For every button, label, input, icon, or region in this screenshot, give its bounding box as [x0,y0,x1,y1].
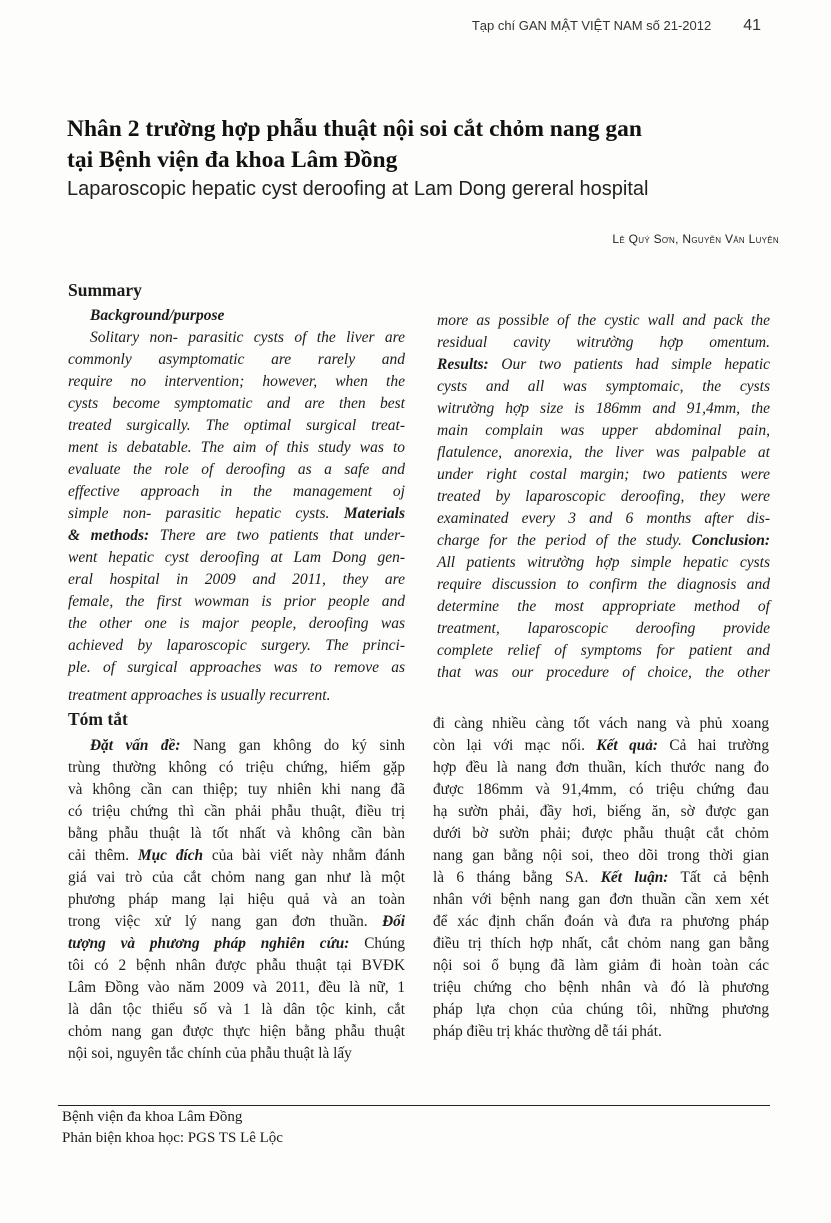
dat-van-de-label: Đặt vấn đề: [90,737,181,754]
ket-luan-label: Kết luận: [600,869,669,886]
text-line: chỏm nang gan được thực hiện bằng phẫu thuật [68,1023,405,1040]
summary-right-column [437,310,770,684]
text-line: determine the most appropriate method of [437,598,770,615]
text-line: cysts become symptomatic and are then best [68,395,405,412]
text-line: treated surgically. The optimal surgical treat- [68,417,405,434]
text-line: Đặt vấn đề: Nang gan không do ký sinh [90,737,405,754]
ket-qua-label: Kết quả: [596,737,658,754]
text-line: nội soi, nguyên tắc chính của phẫu thuật là lấy [68,1045,352,1062]
text-line: main complain was upper abdominal pain, [437,422,770,439]
summary-heading: Summary [68,280,142,300]
text-line: more as possible of the cystic wall and pack the [437,312,770,329]
text-line: eral hospital in 2009 and 2011, they are [68,571,405,588]
text-line: simple non- parasitic hepatic cysts. Materials [68,505,406,522]
text-line: examinated every 3 and 6 months after dis- [437,510,770,527]
muc-dich-label: Mục đích [138,847,204,864]
text-line: trong việc xử lý nang gan đơn thuần. Đối [68,913,406,930]
text-line: đi càng nhiều càng tốt vách nang và phủ xoang [433,715,769,732]
tomtat-heading: Tóm tắt [68,709,128,729]
text-line: residual cavity witrường hợp omentum. [437,334,770,351]
conclusion-label: Conclusion: [691,532,770,549]
tomtat-left-column [68,735,405,1065]
page-number: 41 [743,17,761,34]
text-line: là dân tộc thiểu số và 1 là dân tộc kinh, cắt [68,1001,405,1018]
text-line: pháp lựa chọn của chúng tôi, những phương [433,1001,769,1018]
text-line: Lâm Đồng vào năm 2009 và 2011, đều là nữ, 1 [68,979,405,996]
text-line: evaluate the role of deroofing as a safe and [68,461,405,478]
text-line: pháp điều trị khác thường dễ tái phát. [433,1023,662,1040]
authors: Lê Quý Sơn, Nguyễn Văn Luyện [612,232,779,246]
text-line: require no intervention; however, when the [68,373,405,390]
text-line: còn lại với mạc nối. Kết quả: Cả hai trường [433,737,769,754]
running-head [472,17,761,35]
text-line: the other one is major people, deroofing was [68,615,405,632]
results-label: Results: [437,356,489,373]
text-line: ple. of surgical approaches was to remove as [68,659,405,676]
text-line: nhân với bệnh nang gan đơn thuần cần xem xét [433,891,769,908]
text-line: giá vai trò của cắt chỏm nang gan như là một [68,869,405,886]
summary-tail-line: treatment approaches is usually recurrent. [68,687,331,704]
text-line: All patients witrường hợp simple hepatic cysts [437,554,770,571]
summary-subheading: Background/purpose [90,307,225,324]
text-line: triệu chứng cho bệnh nhân và đó là phương [433,979,769,996]
phuong-phap-label: tượng và phương pháp nghiên cứu: [68,935,350,952]
text-line: hạ sườn phải, đầy hơi, biếng ăn, sờ được gan [433,803,769,820]
text-line: hợp đều là nang đơn thuần, kích thước nang đo [433,759,769,776]
text-line: tôi có 2 bệnh nhân được phẫu thuật tại BVĐK [68,957,405,974]
text-line: phương pháp mang lại hiệu quả và an toàn [68,891,405,908]
text-line: được 186mm và 91,4mm, có triệu chứng đau [433,781,769,798]
text-line: under right costal margin; two patients were [437,466,770,483]
text-line: nội soi ổ bụng đã làm giảm đi hoàn toàn các [433,957,769,974]
title-line-1: Nhân 2 trường hợp phẫu thuật nội soi cắt chỏm nang gan [67,116,642,142]
text-line: commonly asymptomatic are rarely and [68,351,405,368]
article-title-english: Laparoscopic hepatic cyst deroofing at Lam Dong gereral hospital [67,178,649,200]
text-line: và không cần can thiệp; tuy nhiên khi nang đã [68,781,405,798]
materials-label: Materials [343,505,406,522]
text-line: effective approach in the management oj [68,483,405,500]
footnote-divider [58,1105,770,1106]
text-line: là 6 tháng bằng SA. Kết luận: Tất cả bệnh [433,869,769,886]
title-line-2: tại Bệnh viện đa khoa Lâm Đồng [67,147,398,173]
text-line: bằng phẫu thuật là tốt nhất và không cần bàn [68,825,405,842]
tomtat-right-column [433,713,769,1043]
text-line: nang gan bằng nội soi, theo dõi trong thời gian [433,847,769,864]
text-line: & methods: There are two patients that under- [68,527,405,544]
text-line: Solitary non- parasitic cysts of the liver are [90,329,405,346]
footnote-affiliation: Bệnh viện đa khoa Lâm Đồng [62,1109,243,1125]
text-line: witrường hợp size is 186mm and 91,4mm, the [437,400,770,417]
text-line: trùng thường không có triệu chứng, hiếm gặp [68,759,405,776]
text-line: achieved by laparoscopic surgery. The princi- [68,637,405,654]
text-line: treated by laparoscopic deroofing, they were [437,488,770,505]
text-line: Results: Our two patients had simple hepatic [437,356,771,373]
article-title-vietnamese [67,114,767,176]
footnote-reviewer: Phản biện khoa học: PGS TS Lê Lộc [62,1130,283,1146]
summary-left-column [68,305,405,679]
doi-tuong-label: Đối [382,913,406,930]
text-line: that was our procedure of choice, the other [437,664,770,681]
text-line: dưới bờ sườn phải; được phẫu thuật cắt chỏm [433,825,769,842]
methods-label: & methods: [68,527,150,544]
text-line: tượng và phương pháp nghiên cứu: Chúng [68,935,406,952]
text-line: went hepatic cyst deroofing at Lam Dong gen- [68,549,405,566]
text-line: cải thêm. Mục đích của bài viết này nhằm đánh [68,847,405,864]
text-line: có triệu chứng thì cần phải phẫu thuật, điều trị [68,803,405,820]
text-line: complete relief of symptoms for patient and [437,642,770,659]
text-line: flatulence, anorexia, the liver was palpable at [437,444,770,461]
text-line: cysts and all was symptomaic, the cysts [437,378,770,395]
text-line: require discussion to confirm the diagnosis and [437,576,770,593]
text-line: treatment, laparoscopic deroofing provide [437,620,770,637]
text-line: charge for the period of the study. Conclusion: [437,532,770,549]
text-line: để xác định chẩn đoán và đưa ra phương pháp [433,913,769,930]
text-line: điều trị thích hợp nhất, cắt chỏm nang gan bằng [433,935,769,952]
journal-name: Tạp chí GAN MẬT VIỆT NAM số 21-2012 [471,18,712,33]
text-line: female, the first wowman is prior people and [68,593,405,610]
text-line: ment is debatable. The aim of this study was to [68,439,405,456]
